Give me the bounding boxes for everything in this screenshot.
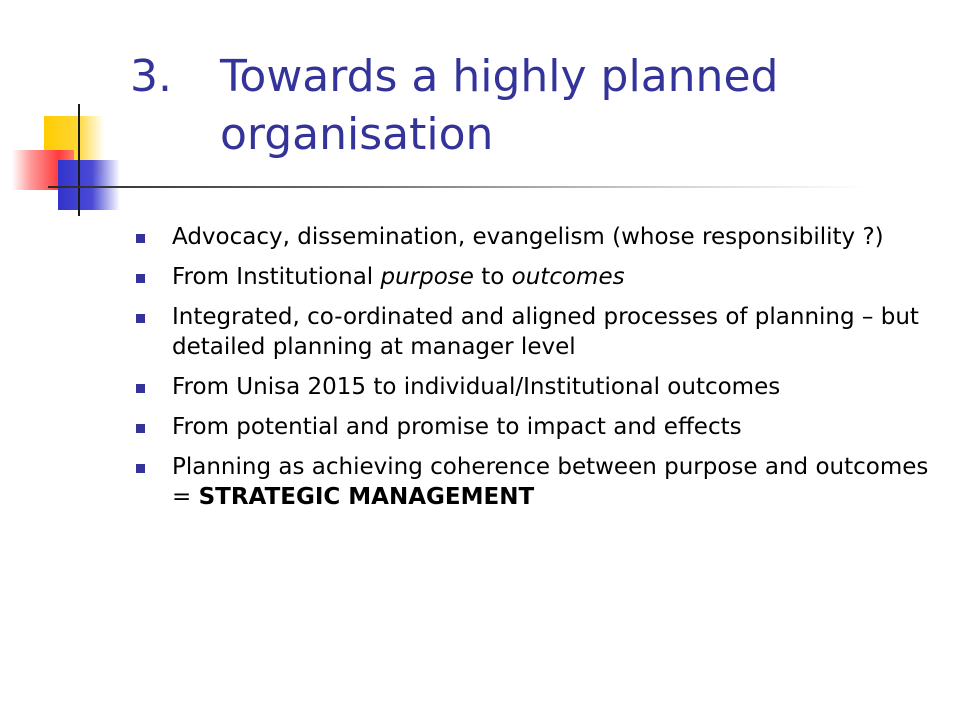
- bullet-emphasis-purpose: purpose: [380, 264, 474, 290]
- square-bullet-icon: [136, 234, 145, 243]
- bullet-item: [136, 302, 936, 362]
- bullet-text: From potential and promise to impact and effects: [172, 414, 742, 440]
- square-bullet-icon: [136, 424, 145, 433]
- bullet-text-prefix: From Institutional: [172, 264, 381, 290]
- bullet-text: From Unisa 2015 to individual/Institutional outcomes: [172, 374, 781, 400]
- bullet-text-mid: to: [473, 264, 512, 290]
- bullet-item: [136, 262, 936, 292]
- bullet-item: [136, 412, 936, 442]
- vertical-rule: [78, 104, 80, 216]
- bullet-emphasis-outcomes: outcomes: [511, 264, 625, 290]
- bullet-list: [136, 222, 936, 522]
- square-bullet-icon: [136, 314, 145, 323]
- title-underline: [48, 186, 868, 188]
- title-number: 3.: [130, 51, 172, 102]
- title-text: Towards a highly planned organisation: [220, 51, 779, 160]
- bullet-item: [136, 222, 936, 252]
- bullet-text: Integrated, co-ordinated and aligned processes of planning – but detailed planning at manager level: [172, 304, 919, 360]
- bullet-text: Advocacy, dissemination, evangelism (whose responsibility ?): [172, 224, 884, 250]
- corner-decoration: [0, 0, 200, 230]
- square-bullet-icon: [136, 274, 145, 283]
- bullet-item: [136, 452, 936, 512]
- bullet-item: [136, 372, 936, 402]
- bullet-text-prefix: Planning as achieving coherence between purpose and outcomes =: [172, 454, 929, 510]
- square-bullet-icon: [136, 464, 145, 473]
- blue-square: [58, 160, 120, 210]
- square-bullet-icon: [136, 384, 145, 393]
- bullet-strong-strategic-management: STRATEGIC MANAGEMENT: [198, 484, 535, 510]
